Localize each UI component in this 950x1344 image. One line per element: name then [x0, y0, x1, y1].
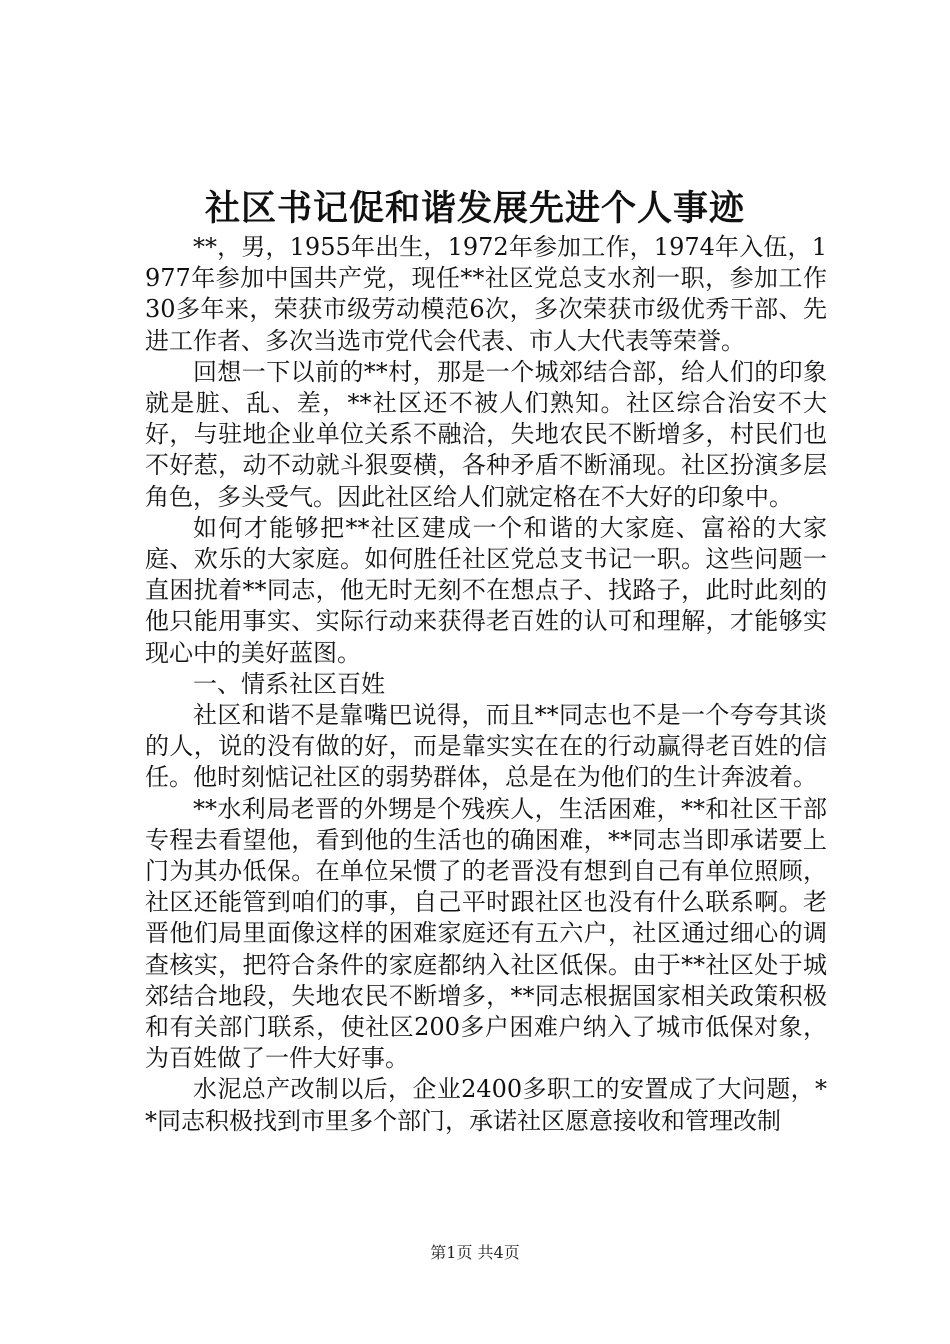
paragraph-lowincome: **水利局老晋的外甥是个残疾人，生活困难，**和社区干部专程去看望他，看到他的生活也的确困难，**同志当即承诺要上门为其办低保。在单位呆惯了的老晋没有想到自己有单位照顾，社区还能管到咱们的事，自己平时跟社区也没有什么联系啊。老晋他们局里面像这样的困难家庭还有五六户，社区通过细心的调查核实，把符合条件的家庭都纳入社区低保。由于**社区处于城郊结合地段，失地农民不断增多，**同志根据国家相关政策积极和有关部门联系，使社区200多户困难户纳入了城市低保对象，为百姓做了一件大好事。 [145, 794, 827, 1073]
document-body [145, 232, 827, 1137]
document-title: 社区书记促和谐发展先进个人事迹 [204, 188, 745, 229]
paragraph-intro: **，男，1955年出生，1972年参加工作，1974年入伍，1977年参加中国共产党，现任**社区党总支水剂一职，参加工作30多年来，荣获市级劳动模范6次，多次荣获市级优秀干部、先进工作者、多次当选市党代会代表、市人大代表等荣誉。 [145, 233, 827, 355]
page-footer: 第1页 共4页 [430, 1243, 520, 1262]
paragraph-restructure: 水泥总产改制以后，企业2400多职工的安置成了大问题，**同志积极找到市里多个部门，承诺社区愿意接收和管理改制 [145, 1075, 827, 1135]
paragraph-background: 回想一下以前的**村，那是一个城郊结合部，给人们的印象就是脏、乱、差，**社区还不被人们熟知。社区综合治安不大好，与驻地企业单位关系不融洽，失地农民不断增多，村民们也不好惹，动不动就斗狠耍横，各种矛盾不断涌现。社区扮演多层角色，多头受气。因此社区给人们就定格在不大好的印象中。 [145, 357, 827, 511]
section-heading: 一、情系社区百姓 [193, 669, 385, 698]
paragraph-trust: 社区和谐不是靠嘴巴说得，而且**同志也不是一个夸夸其谈的人，说的没有做的好，而是靠实实在在的行动赢得老百姓的信任。他时刻惦记社区的弱势群体，总是在为他们的生计奔波着。 [145, 701, 827, 792]
paragraph-challenge: 如何才能够把**社区建成一个和谐的大家庭、富裕的大家庭、欢乐的大家庭。如何胜任社区党总支书记一职。这些问题一直困扰着**同志，他无时无刻不在想点子、找路子，此时此刻的他只能用事实、实际行动来获得老百姓的认可和理解，才能够实现心中的美好蓝图。 [145, 513, 827, 667]
